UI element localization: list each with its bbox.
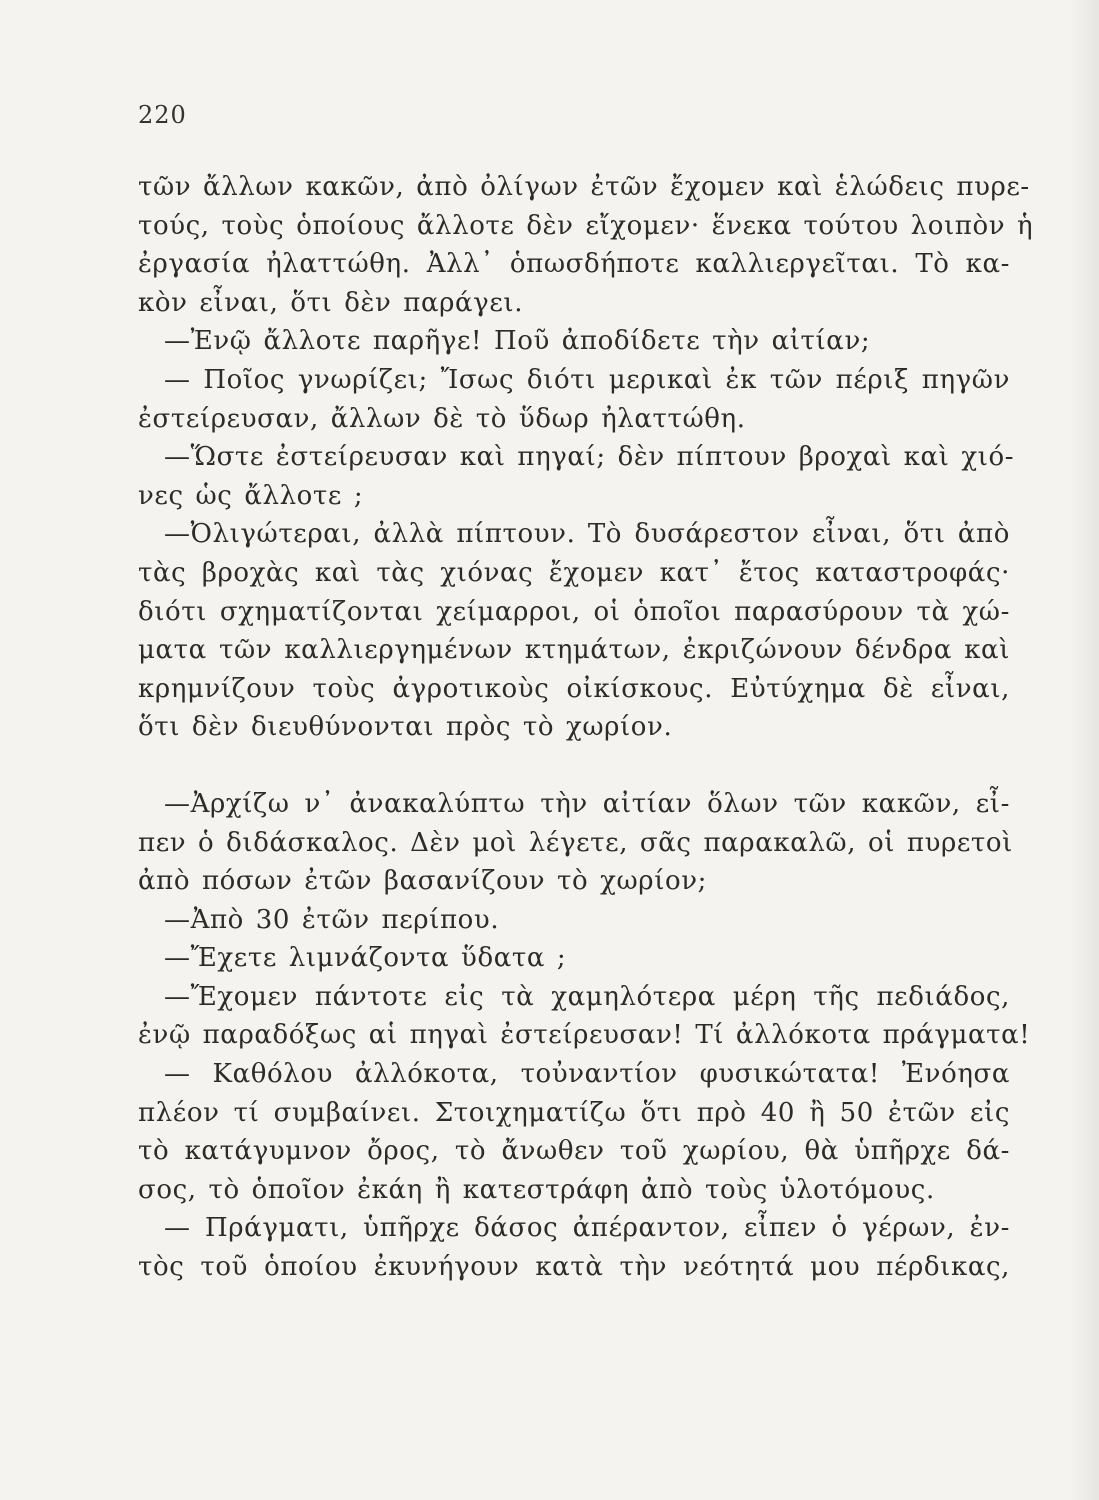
text-line: ματα τῶν καλλιεργημένων κτημάτων, ἐκριζώνουν δένδρα καὶ	[138, 635, 1010, 666]
text-line: —Ὥστε ἐστείρευσαν καὶ πηγαί; δὲν πίπτουν βροχαὶ καὶ χιό-	[164, 442, 1015, 473]
text-line: τῶν ἄλλων κακῶν, ἀπὸ ὀλίγων ἐτῶν ἔχομεν καὶ ἑλώδεις πυρε-	[138, 172, 1030, 202]
text-line: τὸ κατάγυμνον ὄρος, τὸ ἄνωθεν τοῦ χωρίου, θὰ ὑπῆρχε δά-	[138, 1136, 1010, 1167]
text-line: τὸς τοῦ ὁποίου ἐκυνήγουν κατὰ τὴν νεότητά μου πέρδικας,	[138, 1252, 1010, 1283]
text-line: διότι σχηματίζονται χείμαρροι, οἱ ὁποῖοι παρασύρουν τὰ χώ-	[138, 596, 1010, 627]
text-line: —Ἐνῷ ἄλλοτε παρῆγε! Ποῦ ἀποδίδετε τὴν αἰτίαν;	[164, 326, 871, 357]
text-line: ὅτι δὲν διευθύνονται πρὸς τὸ χωρίον.	[138, 712, 673, 743]
text-line: ἐστείρευσαν, ἄλλων δὲ τὸ ὕδωρ ἠλαττώθη.	[138, 403, 746, 434]
paragraph-group-1	[138, 168, 1034, 747]
paragraph-group-2	[138, 785, 1031, 1287]
text-line: τούς, τοὺς ὁποίους ἄλλοτε δὲν εἴχομεν· ἕνεκα τούτου λοιπὸν ἡ	[138, 210, 1034, 241]
text-line: —Ἀρχίζω ν᾽ ἀνακαλύπτω τὴν αἰτίαν ὅλων τῶν κακῶν, εἶ-	[164, 788, 1010, 819]
text-line: —Ὀλιγώτεραι, ἀλλὰ πίπτουν. Τὸ δυσάρεστον εἶναι, ὅτι ἀπὸ	[164, 519, 1010, 550]
page-edge-shadow	[1070, 0, 1099, 1500]
text-line: πλέον τί συμβαίνει. Στοιχηματίζω ὅτι πρὸ 40 ἢ 50 ἐτῶν εἰς	[138, 1097, 1010, 1128]
text-line: νες ὡς ἄλλοτε ;	[138, 480, 364, 511]
text-line: πεν ὁ διδάσκαλος. Δὲν μοὶ λέγετε, σᾶς παρακαλῶ, οἱ πυρετοὶ	[138, 827, 1013, 858]
text-line: κὸν εἶναι, ὅτι δὲν παράγει.	[138, 287, 524, 318]
text-line: —Ἀπὸ 30 ἐτῶν περίπου.	[164, 904, 500, 935]
text-line: ἐνῷ παραδόξως αἱ πηγαὶ ἐστείρευσαν! Τί ἀλλόκοτα πράγματα!	[138, 1020, 1031, 1051]
page-number: 220	[138, 101, 187, 129]
text-line: ἐργασία ἠλαττώθη. Ἀλλ᾽ ὁπωσδήποτε καλλιεργεῖται. Τὸ κα-	[138, 249, 1010, 280]
text-line: —Ἔχομεν πάντοτε εἰς τὰ χαμηλότερα μέρη τῆς πεδιάδος,	[164, 981, 1010, 1012]
text-line: κρημνίζουν τοὺς ἀγροτικοὺς οἰκίσκους. Εὐτύχημα δὲ εἶναι,	[138, 673, 1010, 704]
text-line: σος, τὸ ὁποῖον ἐκάη ἢ κατεστράφη ἀπὸ τοὺς ὑλοτόμους.	[138, 1174, 935, 1205]
text-line: τὰς βροχὰς καὶ τὰς χιόνας ἔχομεν κατ᾽ ἔτος καταστροφάς·	[138, 557, 1010, 588]
text-line: — Ποῖος γνωρίζει; Ἴσως διότι μερικαὶ ἐκ τῶν πέριξ πηγῶν	[164, 364, 1010, 395]
text-line: ἀπὸ πόσων ἐτῶν βασανίζουν τὸ χωρίον;	[138, 866, 708, 897]
text-line: — Καθόλου ἀλλόκοτα, τοὐναντίον φυσικώτατα! Ἐνόησα	[164, 1059, 1010, 1090]
text-line: — Πράγματι, ὑπῆρχε δάσος ἀπέραντον, εἶπεν ὁ γέρων, ἐν-	[164, 1213, 1010, 1244]
section-gap	[138, 747, 1010, 785]
text-line: —Ἔχετε λιμνάζοντα ὕδατα ;	[164, 943, 567, 974]
body-text	[138, 168, 1034, 1287]
